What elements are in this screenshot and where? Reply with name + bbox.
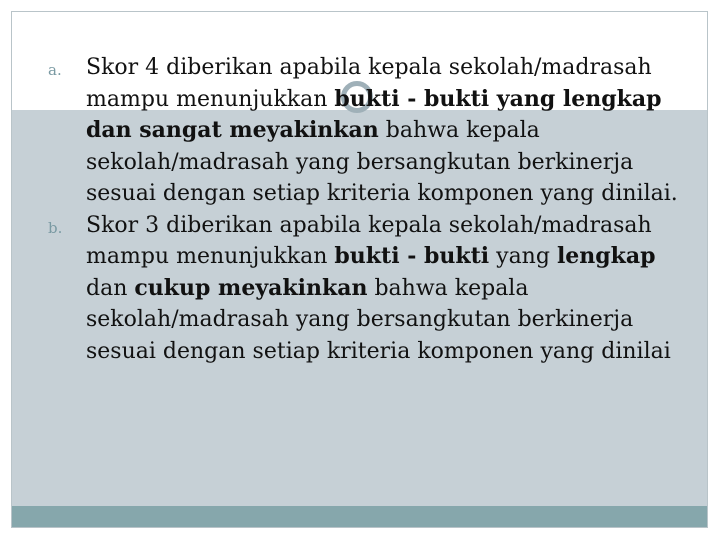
list-item-score-4 bbox=[48, 52, 698, 210]
criteria-list bbox=[48, 52, 698, 367]
item-emphasis: lengkap bbox=[556, 243, 656, 269]
list-marker: a. bbox=[48, 61, 62, 79]
item-text: bahwa kepala sekolah/madrasah yang bersangkutan berkinerja sesuai dengan setiap kriteria komponen yang dinilai. bbox=[86, 118, 678, 206]
item-text: Skor 3 diberikan apabila kepala sekolah/madrasah mampu menunjukkan bbox=[86, 212, 652, 269]
list-item-score-3 bbox=[48, 210, 698, 368]
item-text: dan bbox=[86, 275, 135, 301]
slide-footer-bar bbox=[12, 506, 707, 527]
item-text: yang bbox=[489, 244, 557, 269]
item-emphasis: bukti - bukti bbox=[334, 243, 490, 269]
item-text: Skor 4 diberikan apabila kepala sekolah/madrasah mampu menunjukkan bbox=[86, 55, 652, 112]
item-emphasis: cukup meyakinkan bbox=[134, 274, 368, 301]
item-text: bahwa kepala sekolah/madrasah yang bersangkutan berkinerja sesuai dengan setiap kriteria komponen yang dinilai bbox=[86, 275, 671, 364]
list-marker: b. bbox=[48, 218, 63, 237]
item-emphasis: bukti - bukti yang lengkap dan sangat meyakinkan bbox=[86, 85, 662, 143]
